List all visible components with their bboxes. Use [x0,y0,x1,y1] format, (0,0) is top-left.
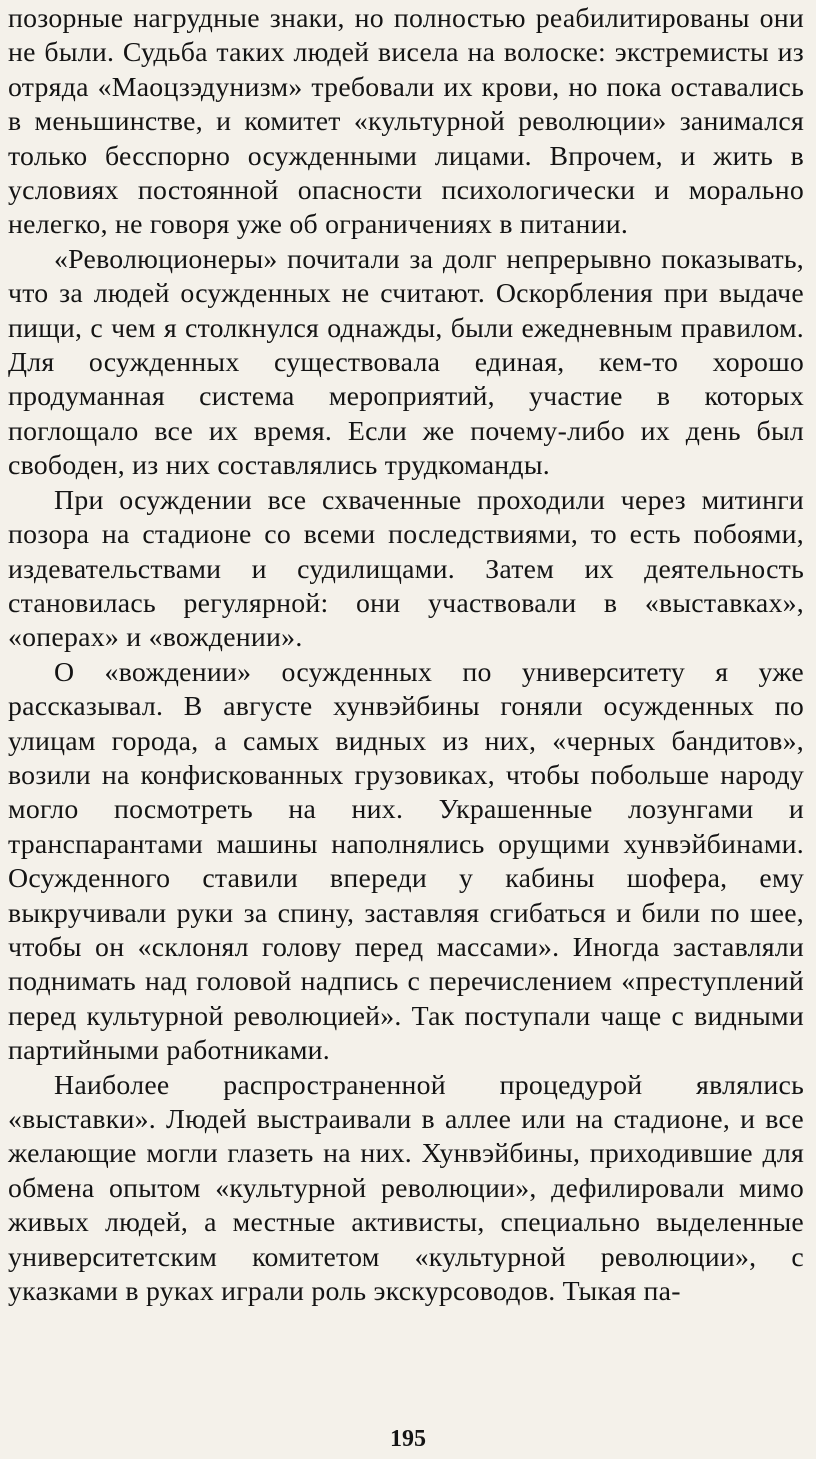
page-number: 195 [390,1426,426,1452]
paragraph: «Революционеры» почитали за долг непрерывно показывать, что за людей осужденных не считают. Оскорбления при выдаче пищи, с чем я столкнулся однажды, были ежедневным правилом. Для осужденных существовала единая, кем-то хорошо продуманная система мероприятий, участие в которых поглощало все их время. Если же почему-либо их день был свободен, из них составлялись трудкоманды. [8,243,804,482]
paragraph: О «вождении» осужденных по университету я уже рассказывал. В августе хунвэйбины гоняли осужденных по улицам города, а самых видных из них, «черных бандитов», возили на конфискованных грузовиках, чтобы побольше народу могло посмотреть на них. Украшенные лозунгами и транспарантами машины наполнялись орущими хунвэйбинами. Осужденного ставили впереди у кабины шофера, ему выкручивали руки за спину, заставляя сгибаться и били по шее, чтобы он «склонял голову перед массами». Иногда заставляли поднимать над головой надпись с перечислением «преступлений перед культурной революцией». Так поступали чаще с видными партийными работниками. [8,656,804,1067]
paragraph: При осуждении все схваченные проходили через митинги позора на стадионе со всеми последствиями, то есть побоями, издевательствами и судилищами. Затем их деятельность становилась регулярной: они участвовали в «выставках», «операх» и «вождении». [8,484,804,654]
paragraph: Наиболее распространенной процедурой являлись «выставки». Людей выстраивали в аллее или на стадионе, и все желающие могли глазеть на них. Хунвэйбины, приходившие для обмена опытом «культурной революции», дефилировали мимо живых людей, а местные активисты, специально выделенные университетским комитетом «культурной революции», с указками в руках играли роль экскурсоводов. Тыкая па- [8,1069,804,1308]
text-body [8,2,804,1309]
paragraph-continuation: позорные нагрудные знаки, но полностью реабилитированы они не были. Судьба таких людей висела на волоске: экстремисты из отряда «Маоцзэдунизм» требовали их крови, но пока оставались в меньшинстве, и комитет «культурной революции» занимался только бесспорно осужденными лицами. Впрочем, и жить в условиях постоянной опасности психологически и морально нелегко, не говоря уже об ограничениях в питании. [8,3,804,241]
